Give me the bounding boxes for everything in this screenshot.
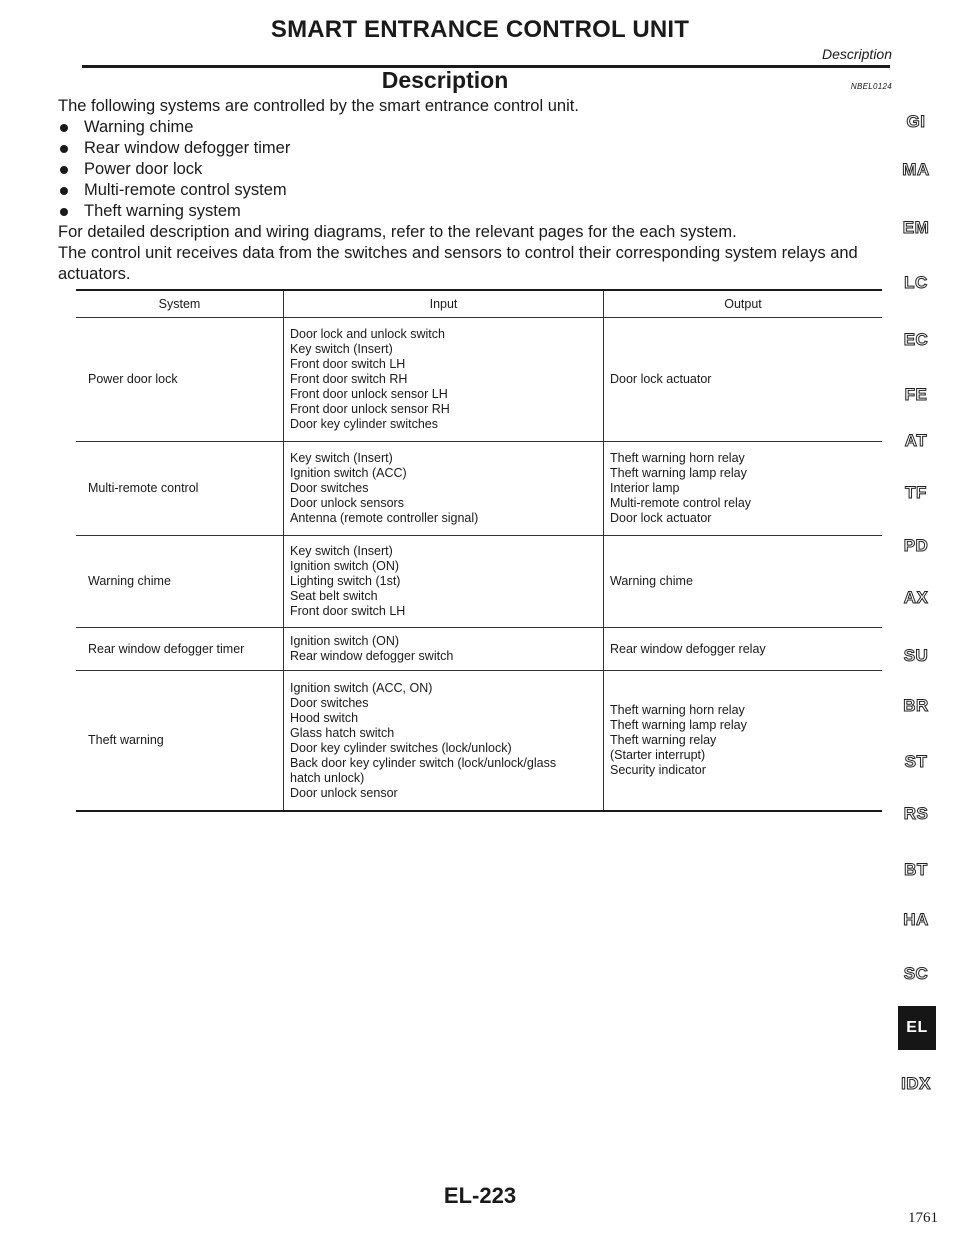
data-paragraph-line: The control unit receives data from the switches and sensors to control their corresponding system relays and	[58, 244, 858, 262]
input-item: Rear window defogger switch	[290, 649, 454, 663]
page-title: SMART ENTRANCE CONTROL UNIT	[270, 16, 690, 43]
system-cell: Theft warning	[88, 733, 164, 747]
input-item: Ignition switch (ON)	[290, 634, 400, 648]
index-tab-su[interactable]: SU	[903, 646, 929, 665]
output-item: Multi-remote control relay	[610, 496, 752, 510]
intro-paragraph: The following systems are controlled by the smart entrance control unit.	[58, 97, 579, 115]
input-item: Lighting switch (1st)	[290, 574, 401, 588]
input-cell	[283, 318, 603, 441]
input-cell	[283, 671, 603, 810]
input-cell	[283, 442, 603, 535]
input-cell	[283, 628, 603, 670]
column-header-output	[603, 291, 882, 317]
output-item: Rear window defogger relay	[610, 641, 766, 656]
output-cell	[603, 318, 882, 441]
system-cell: Rear window defogger timer	[88, 641, 245, 656]
input-cell	[283, 536, 603, 627]
input-item: Glass hatch switch	[290, 725, 395, 740]
table-row	[76, 628, 882, 670]
input-item: Hood switch	[290, 710, 359, 725]
index-tab-el-active[interactable]: EL	[898, 1006, 936, 1050]
column-header-system: System	[158, 296, 201, 311]
table-row	[76, 318, 882, 441]
system-cell: Warning chime	[88, 574, 171, 588]
list-item-label: Multi-remote control system	[84, 181, 287, 199]
output-item: Warning chime	[610, 574, 693, 588]
output-item: Door lock actuator	[610, 372, 712, 386]
data-paragraph-line: actuators.	[58, 265, 131, 283]
index-tab-ha[interactable]: HA	[903, 910, 929, 929]
index-tab-bt[interactable]: BT	[904, 860, 928, 879]
bullet-icon	[60, 145, 68, 153]
list-item	[58, 201, 890, 222]
output-item: (Starter interrupt)	[610, 748, 706, 762]
output-item: Door lock actuator	[610, 511, 712, 525]
input-item: Ignition switch (ACC, ON)	[290, 680, 433, 695]
list-item	[58, 117, 890, 138]
systems-table	[76, 289, 882, 812]
reference-code: NBEL0124	[850, 82, 892, 91]
input-item: Front door switch LH	[290, 357, 406, 371]
index-tab-at[interactable]: AT	[904, 431, 928, 450]
input-item: Front door switch RH	[290, 372, 408, 386]
index-tab-ax[interactable]: AX	[903, 588, 929, 607]
input-item: Back door key cylinder switch (lock/unlock/glass	[290, 755, 557, 770]
output-item: Interior lamp	[610, 481, 680, 495]
output-item: Theft warning horn relay	[610, 451, 745, 465]
output-cell	[603, 536, 882, 627]
input-item: Front door unlock sensor LH	[290, 387, 448, 401]
index-tab-br[interactable]: BR	[903, 696, 929, 715]
list-item-label: Theft warning system	[84, 202, 241, 220]
table-row	[76, 442, 882, 535]
output-item: Security indicator	[610, 763, 706, 777]
list-item-label: Power door lock	[84, 160, 203, 178]
input-item: Key switch (Insert)	[290, 544, 393, 558]
output-item: Theft warning horn relay	[610, 703, 745, 717]
column-header-output-label: Output	[724, 296, 762, 311]
list-item	[58, 159, 890, 180]
input-item: Door switches	[290, 695, 369, 710]
output-cell	[603, 628, 882, 670]
index-tab-ma[interactable]: MA	[902, 160, 930, 179]
output-item: Theft warning lamp relay	[610, 718, 747, 732]
input-item: Door unlock sensors	[290, 496, 404, 510]
index-tab-rs[interactable]: RS	[903, 804, 929, 823]
systems-list	[58, 117, 890, 222]
output-cell	[603, 442, 882, 535]
list-item-label: Rear window defogger timer	[84, 139, 291, 157]
input-item: Door lock and unlock switch	[290, 327, 445, 341]
input-item: Antenna (remote controller signal)	[290, 511, 479, 525]
section-label: Description	[821, 46, 892, 62]
list-item	[58, 180, 890, 201]
input-item: Key switch (Insert)	[290, 342, 393, 356]
index-tab-pd[interactable]: PD	[903, 536, 929, 555]
index-tab-tf[interactable]: TF	[905, 483, 927, 502]
index-tab-idx[interactable]: IDX	[901, 1074, 931, 1093]
index-tab-lc[interactable]: LC	[904, 273, 928, 292]
input-item: Seat belt switch	[290, 589, 378, 603]
input-item: Key switch (Insert)	[290, 451, 393, 465]
index-tab-em[interactable]: EM	[902, 218, 930, 237]
list-item-label: Warning chime	[84, 118, 194, 136]
input-item: Door unlock sensor	[290, 785, 398, 800]
input-item: Ignition switch (ACC)	[290, 466, 407, 480]
page-number: EL-223	[443, 1183, 517, 1208]
print-page-number: 1761	[908, 1210, 938, 1226]
index-tab-st[interactable]: ST	[904, 752, 928, 771]
input-item: Ignition switch (ON)	[290, 559, 400, 573]
bullet-icon	[60, 166, 68, 174]
table-header-row	[76, 291, 882, 317]
index-tab-fe[interactable]: FE	[904, 385, 928, 404]
table-row	[76, 671, 882, 810]
output-cell	[603, 671, 882, 810]
index-tab-gi[interactable]: GI	[906, 112, 926, 131]
output-item: Theft warning relay	[610, 733, 717, 747]
reference-paragraph: For detailed description and wiring diagrams, refer to the relevant pages for the each system.	[58, 223, 737, 241]
body-text	[58, 96, 890, 285]
index-tab-sc[interactable]: SC	[903, 964, 929, 983]
column-header-input	[283, 291, 603, 317]
input-item: Door key cylinder switches (lock/unlock)	[290, 740, 512, 755]
section-heading: Description	[381, 67, 509, 93]
input-item: Door key cylinder switches	[290, 417, 438, 431]
table-bottom-rule	[76, 810, 882, 812]
system-cell: Power door lock	[88, 372, 178, 386]
bullet-icon	[60, 124, 68, 132]
column-header-input-label: Input	[429, 296, 458, 311]
output-item: Theft warning lamp relay	[610, 466, 747, 480]
input-item: Door switches	[290, 481, 369, 495]
table-row	[76, 536, 882, 627]
system-cell: Multi-remote control	[88, 481, 199, 495]
input-item: hatch unlock)	[290, 770, 365, 785]
input-item: Front door unlock sensor RH	[290, 402, 450, 416]
list-item	[58, 138, 890, 159]
index-tab-ec[interactable]: EC	[903, 330, 929, 349]
bullet-icon	[60, 208, 68, 216]
input-item: Front door switch LH	[290, 604, 406, 618]
bullet-icon	[60, 187, 68, 195]
